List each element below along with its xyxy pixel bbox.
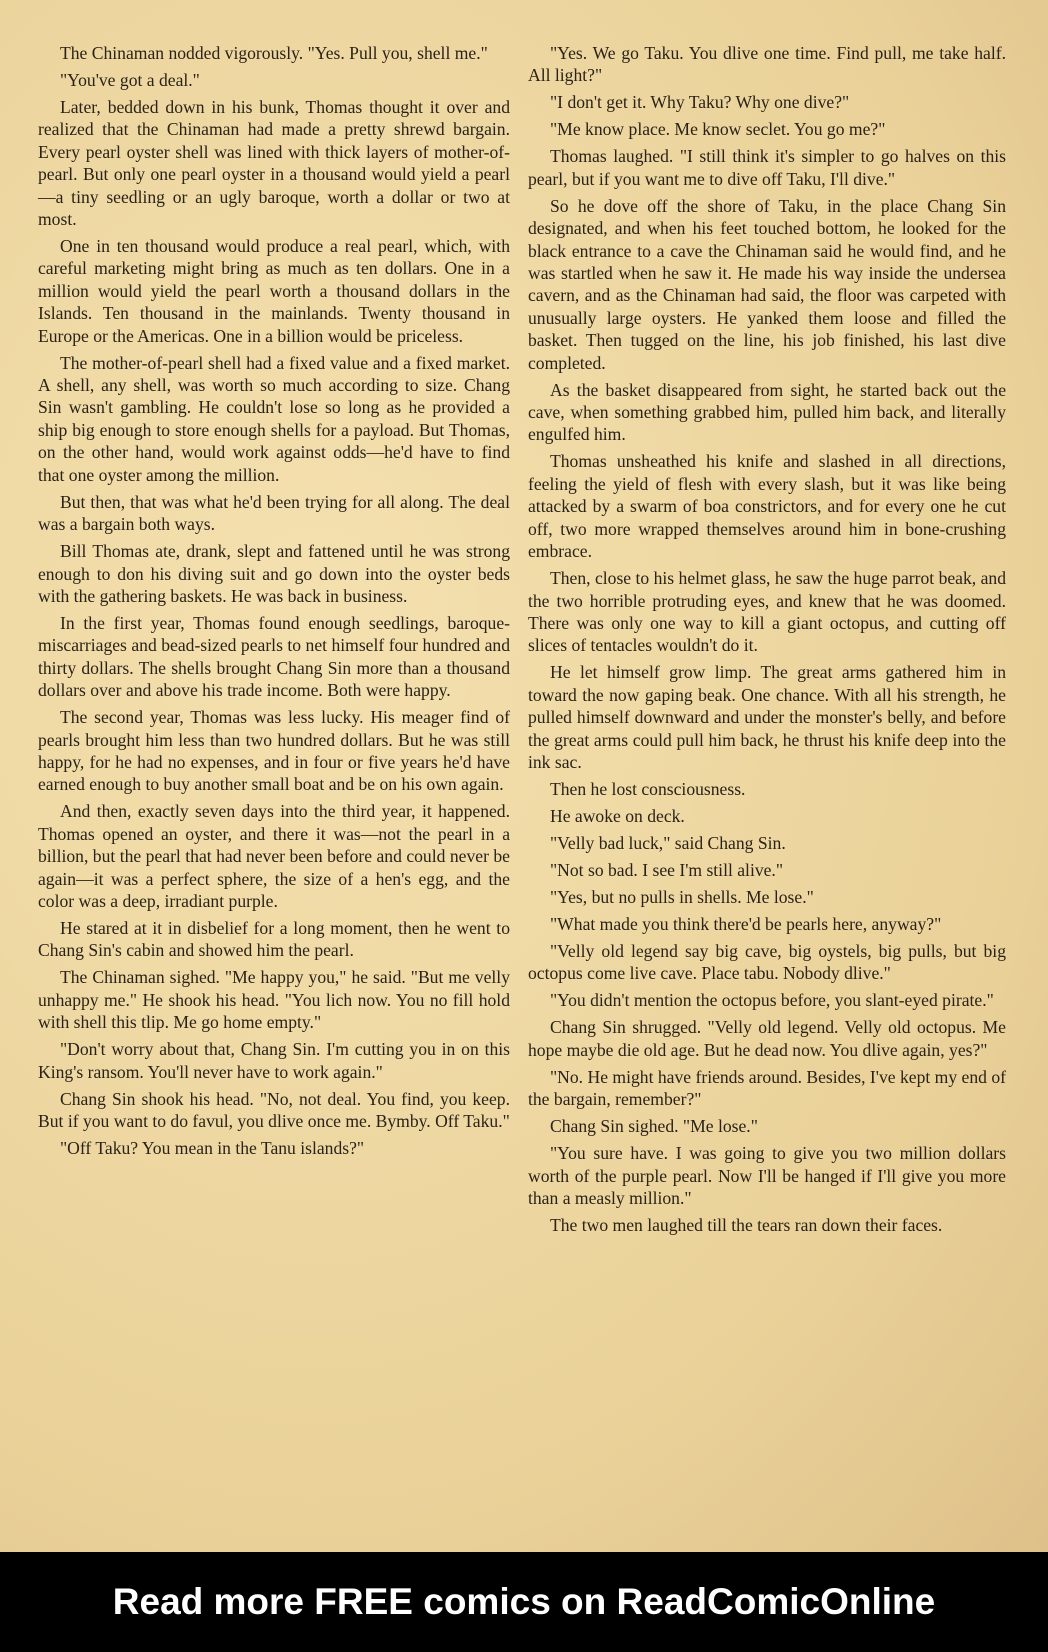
story-paragraph: "Yes. We go Taku. You dlive one time. Find pull, me take half. All light?" [528, 43, 1006, 86]
story-paragraph: The Chinaman nodded vigorously. "Yes. Pull you, shell me." [60, 43, 488, 63]
story-paragraph: Thomas unsheathed his knife and slashed in all directions, feeling the yield of flesh with every slash, but it was like being attacked by a swarm of boa constrictors, and for every one he cut off, two more wrapped themselves around him in bone-crushing embrace. [528, 451, 1006, 562]
story-paragraph: Chang Sin sighed. "Me lose." [550, 1116, 758, 1137]
story-paragraph: Bill Thomas ate, drank, slept and fattened until he was strong enough to don his diving suit and go down into the oyster beds with the gathering baskets. He was back in business. [38, 541, 510, 606]
story-paragraph: He awoke on deck. [550, 805, 685, 826]
story-paragraph: "You've got a deal." [60, 70, 200, 90]
story-paragraph: Chang Sin shook his head. "No, not deal. You find, you keep. But if you want to do favul, you dlive once me. Bymby. Off Taku." [38, 1088, 510, 1131]
story-paragraph: Thomas laughed. "I still think it's simpler to go halves on this pearl, but if you want me to dive off Taku, I'll dive." [528, 146, 1006, 189]
story-paragraph: "Off Taku? You mean in the Tanu islands?" [60, 1138, 365, 1158]
story-column-right [528, 42, 1006, 1241]
story-paragraph: "Me know place. Me know seclet. You go me?" [550, 119, 886, 140]
story-paragraph: The two men laughed till the tears ran down their faces. [550, 1214, 943, 1235]
story-paragraph: The second year, Thomas was less lucky. His meager find of pearls brought him less than two hundred dollars. But he was still happy, for he had no expenses, and in four or five years he'd have earned enough to buy another small boat and be on his own again. [38, 707, 510, 795]
story-paragraph: So he dove off the shore of Taku, in the place Chang Sin designated, and when his feet touched bottom, he looked for the black entrance to a cave the Chinaman said he would find, and he was startled when he saw it. He made his way inside the undersea cavern, and as the Chinaman had said, the floor was carpeted with unusually large oysters. He yanked them loose and filled the basket. Then tugged on the line, his job finished, his last dive completed. [528, 195, 1006, 373]
story-paragraph: But then, that was what he'd been trying for all along. The deal was a bargain both ways. [38, 491, 510, 535]
story-paragraph: "I don't get it. Why Taku? Why one dive?" [550, 92, 850, 113]
story-paragraph: "Don't worry about that, Chang Sin. I'm cutting you in on this King's ransom. You'll never have to work again." [38, 1039, 510, 1082]
story-paragraph: One in ten thousand would produce a real pearl, which, with careful marketing might bring as much as ten dollars. One in a million would yield the pearl worth a thousand dollars in the Islands. Ten thousand in the mainlands. Twenty thousand in Europe or the Americas. One in a billion would be priceless. [38, 236, 510, 346]
story-paragraph: And then, exactly seven days into the third year, it happened. Thomas opened an oyster, and there it was—not the pearl in a billion, but the pearl that had never been before and could never be again—it was a perfect sphere, the size of a hen's egg, and the color was a deep, irradiant purple. [38, 801, 510, 911]
story-paragraph: As the basket disappeared from sight, he started back out the cave, when something grabbed him, pulled him back, and literally engulfed him. [528, 379, 1006, 445]
footer-banner: Read more FREE comics on ReadComicOnline [0, 1552, 1048, 1652]
story-paragraph: "Yes, but no pulls in shells. Me lose." [550, 886, 814, 907]
story-column-left [38, 42, 510, 1164]
story-paragraph: "Velly bad luck," said Chang Sin. [550, 832, 786, 853]
story-paragraph: "Velly old legend say big cave, big oystels, big pulls, but big octopus come live cave. Place tabu. Nobody dlive." [528, 940, 1006, 984]
story-paragraph: Chang Sin shrugged. "Velly old legend. Velly old octopus. Me hope maybe die old age. But he dead now. You dlive again, yes?" [528, 1017, 1006, 1060]
story-paragraph: In the first year, Thomas found enough seedlings, baroque-miscarriages and bead-sized pearls to net himself four hundred and thirty dollars. The shells brought Chang Sin more than a thousand dollars over and above his trade income. Both were happy. [38, 612, 510, 701]
story-paragraph: The Chinaman sighed. "Me happy you," he said. "But me velly unhappy me." He shook his head. "You lich now. You no fill hold with shell this tlip. Me go home empty." [38, 967, 510, 1033]
story-paragraph: "What made you think there'd be pearls here, anyway?" [550, 913, 942, 934]
story-paragraph: "You didn't mention the octopus before, you slant-eyed pirate." [550, 990, 994, 1011]
story-paragraph: Then, close to his helmet glass, he saw the huge parrot beak, and the two horrible protruding eyes, and knew that he was doomed. There was only one way to kill a giant octopus, and cutting off slices of tentacles wouldn't do it. [528, 568, 1006, 656]
story-paragraph: "No. He might have friends around. Besides, I've kept my end of the bargain, remember?" [528, 1066, 1006, 1110]
story-paragraph: "Not so bad. I see I'm still alive." [550, 859, 784, 880]
story-paragraph: Later, bedded down in his bunk, Thomas thought it over and realized that the Chinaman had made a pretty shrewd bargain. Every pearl oyster shell was lined with thick layers of mother-of-pearl. But only one pearl oyster in a thousand would yield a pearl—a tiny seedling or an ugly baroque, worth a dollar or two at most. [38, 97, 510, 230]
story-paragraph: He stared at it in disbelief for a long moment, then he went to Chang Sin's cabin and showed him the pearl. [38, 917, 510, 961]
story-paragraph: He let himself grow limp. The great arms gathered him in toward the now gaping beak. One chance. With all his strength, he pulled himself downward and under the monster's belly, and before the great arms could pull him back, he thrust his knife deep into the ink sac. [528, 662, 1006, 772]
story-paragraph: The mother-of-pearl shell had a fixed value and a fixed market. A shell, any shell, was worth so much according to size. Chang Sin wasn't gambling. He couldn't lose so long as he provided a ship big enough to store enough shells for a payload. But Thomas, on the other hand, would work against odds—he'd have to find that one oyster among the million. [38, 352, 510, 485]
story-paragraph: Then he lost consciousness. [550, 778, 746, 799]
story-paragraph: "You sure have. I was going to give you two million dollars worth of the purple pearl. Now I'll be hanged if I'll give you more than a measly million." [528, 1143, 1006, 1208]
